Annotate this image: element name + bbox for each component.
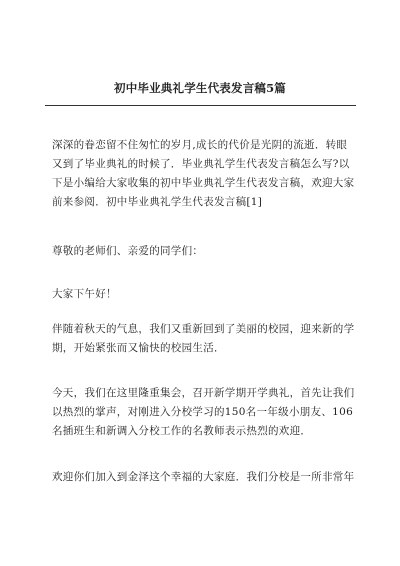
- paragraph-salutation: [52, 242, 354, 261]
- text-line: 尊敬的老师们、亲爱的同学们：: [52, 245, 204, 257]
- text-line: 又到了毕业典礼的时候了．毕业典礼学生代表发言稿怎么写?以: [52, 158, 350, 170]
- paragraph-body-2: [52, 384, 354, 441]
- document-title: 初中毕业典礼学生代表发言稿5篇: [114, 81, 286, 95]
- text-line: 伴随着秋天的气息，我们又重新回到了美丽的校园，迎来新的学: [52, 323, 355, 335]
- paragraph-body-1: [52, 320, 354, 358]
- text-line: 下是小编给大家收集的初中毕业典礼学生代表发言稿，欢迎大家: [52, 177, 355, 189]
- text-line: 大家下午好！: [52, 288, 117, 300]
- paragraph-intro: [52, 136, 354, 212]
- text-line: 以热烈的掌声，对刚进入分校学习的150名一年级小朋友、106: [52, 406, 354, 418]
- text-line: 欢迎你们加入到金泽这个幸福的大家庭．我们分校是一所非常年: [52, 471, 355, 483]
- text-line: 期，开始紧张而又愉快的校园生活．: [52, 342, 225, 354]
- text-line: 深深的眷恋留不住匆忙的岁月,成长的代价是光阴的流逝．转眼: [52, 139, 348, 151]
- paragraph-body-3: [52, 468, 354, 487]
- text-line: 前来参阅．初中毕业典礼学生代表发言稿[1]: [52, 196, 263, 208]
- text-line: 今天，我们在这里隆重集会，召开新学期开学典礼，首先让我们: [52, 387, 355, 399]
- paragraph-greeting: [52, 285, 354, 304]
- title-divider: [45, 105, 356, 106]
- text-line: 名插班生和新调入分校工作的名教师表示热烈的欢迎．: [52, 425, 312, 437]
